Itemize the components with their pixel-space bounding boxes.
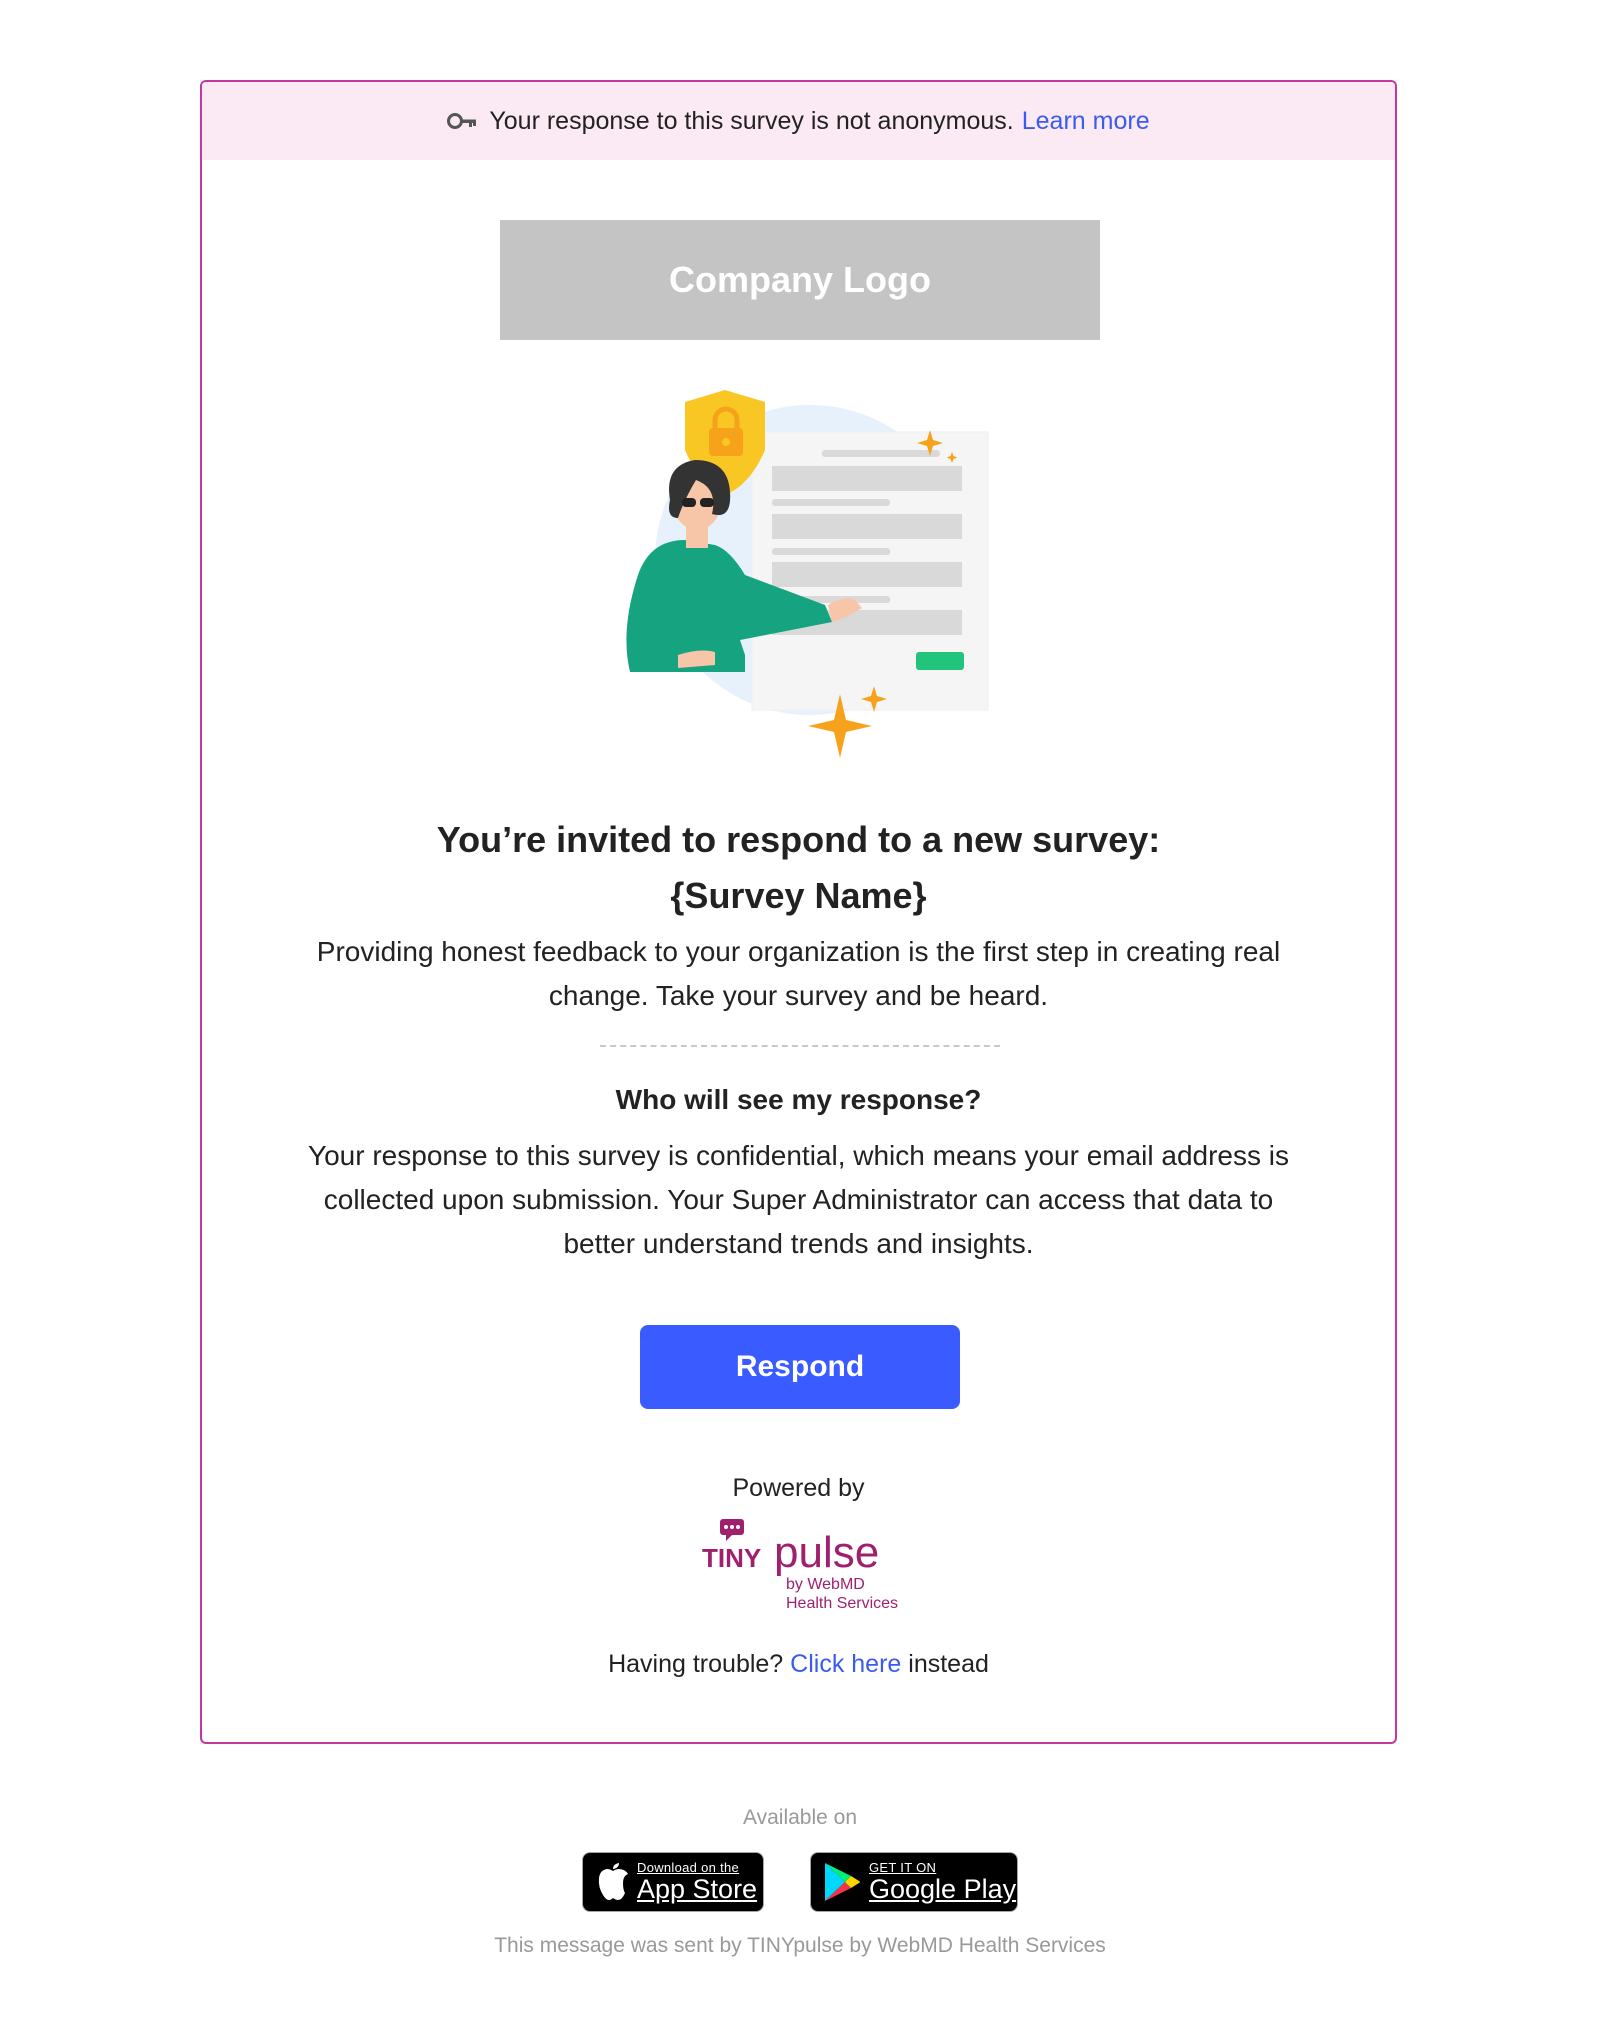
google-play-badge[interactable] bbox=[810, 1852, 1018, 1912]
available-on-label: Available on bbox=[742, 1806, 858, 1829]
brand-health: Health Services bbox=[786, 1595, 899, 1612]
apple-icon bbox=[597, 1863, 629, 1901]
banner-text: Your response to this survey is not anonymous. bbox=[489, 106, 1014, 135]
google-play-icon bbox=[823, 1861, 861, 1903]
trouble-line bbox=[202, 1650, 1395, 1679]
headline-line-1: You’re invited to respond to a new survey: bbox=[436, 819, 1161, 860]
brand-tiny: TINY bbox=[702, 1543, 762, 1573]
survey-name: {Survey Name} bbox=[670, 875, 927, 916]
brand-by: by WebMD bbox=[786, 1576, 865, 1593]
survey-illustration bbox=[600, 390, 1000, 790]
google-play-small: GET IT ON bbox=[869, 1860, 937, 1875]
click-here-link[interactable]: Click here bbox=[790, 1650, 902, 1678]
footer-text: This message was sent by TINYpulse by WebMD Health Services bbox=[494, 1934, 1106, 1957]
trouble-prefix: Having trouble? bbox=[608, 1650, 784, 1678]
tinypulse-logo bbox=[700, 1519, 900, 1619]
brand-pulse: pulse bbox=[774, 1528, 880, 1577]
trouble-suffix: instead bbox=[908, 1650, 989, 1678]
who-sees-text: Your response to this survey is confidential, which means your email address is collected upon submission. Your Super Administrator can access that data to better understand trends and insights. bbox=[308, 1140, 1289, 1259]
learn-more-link[interactable]: Learn more bbox=[1021, 106, 1150, 135]
anonymity-banner bbox=[202, 82, 1395, 160]
invitation-headline bbox=[202, 812, 1395, 924]
powered-by-label: Powered by bbox=[732, 1474, 865, 1502]
app-store-small: Download on the bbox=[637, 1860, 740, 1875]
respond-button[interactable]: Respond bbox=[640, 1325, 960, 1409]
email-card bbox=[200, 80, 1397, 1744]
google-play-big: Google Play bbox=[869, 1874, 1017, 1904]
intro-text: Providing honest feedback to your organization is the first step in creating real change. Take your survey and be heard. bbox=[316, 936, 1281, 1011]
company-logo: Company Logo bbox=[500, 220, 1100, 340]
who-sees-title: Who will see my response? bbox=[615, 1084, 982, 1115]
key-icon bbox=[447, 111, 479, 131]
app-store-badge[interactable] bbox=[582, 1852, 764, 1912]
dashed-divider bbox=[600, 1045, 1000, 1047]
app-store-big: App Store bbox=[637, 1874, 758, 1904]
